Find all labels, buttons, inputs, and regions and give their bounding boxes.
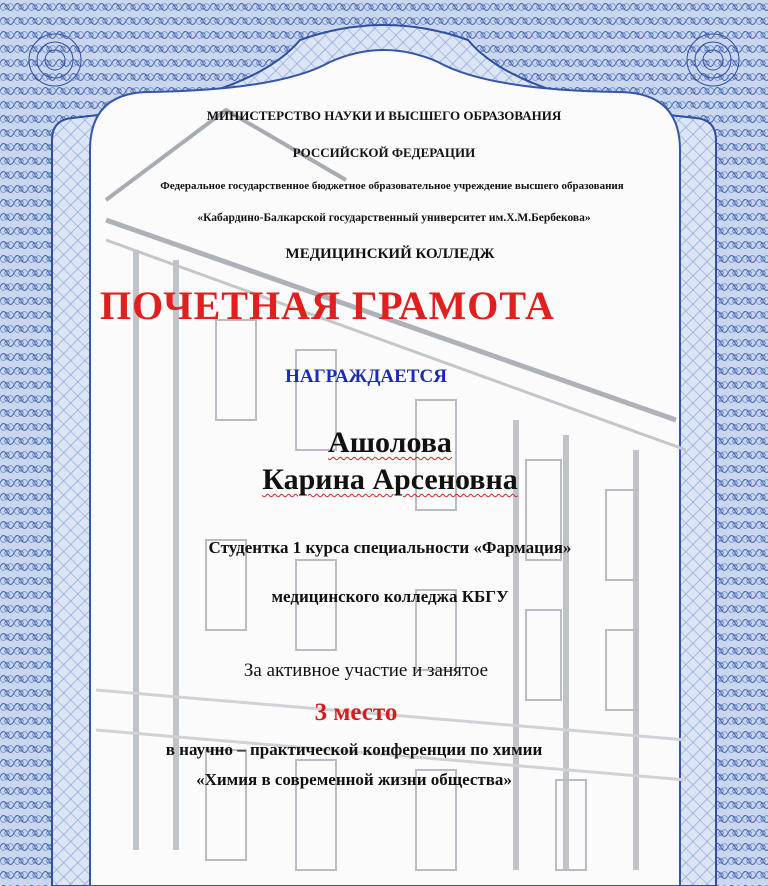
recipient-name-text: Карина Арсеновна [262, 463, 518, 496]
federation-heading: РОССИЙСКОЙ ФЕДЕРАЦИИ [292, 145, 476, 160]
conference-title: «Химия в современной жизни общества» [196, 770, 512, 789]
recipient-name [6, 463, 768, 497]
place-award: 3 место [314, 699, 398, 726]
conference-line: в научно – практической конференции по химии [165, 740, 543, 759]
student-line: Студентка 1 курса специальности «Фармация» [208, 538, 572, 557]
university-heading: «Кабардино-Балкарской государственный университет им.Х.М.Бербекова» [197, 212, 591, 224]
college-line: медицинского колледжа КБГУ [271, 587, 509, 606]
participation-line: За активное участие и занятое [243, 660, 489, 681]
ministry-heading: МИНИСТЕРСТВО НАУКИ И ВЫСШЕГО ОБРАЗОВАНИЯ [206, 108, 562, 123]
certificate-title: ПОЧЕТНАЯ ГРАМОТА [100, 283, 555, 328]
institution-heading: Федеральное государственное бюджетное образовательное учреждение высшего образования [160, 180, 624, 192]
recipient-surname [6, 426, 768, 460]
college-heading: МЕДИЦИНСКИЙ КОЛЛЕДЖ [285, 246, 495, 262]
recipient-surname-text: Ашолова [328, 426, 452, 459]
awarded-label: НАГРАЖДАЕТСЯ [285, 366, 447, 387]
